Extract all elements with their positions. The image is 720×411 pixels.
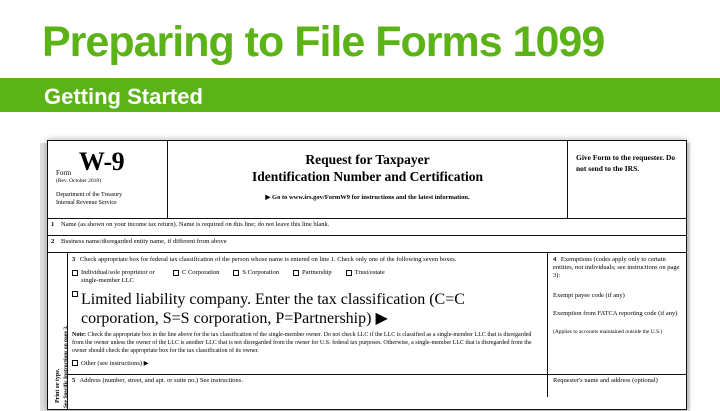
page-title: Preparing to File Forms 1099: [42, 18, 605, 66]
line-4-title: Exemptions (codes apply only to certain entities, not individuals; see instructions on page 3):: [553, 256, 680, 280]
checkbox-icon[interactable]: [72, 291, 78, 297]
w9-give-form-block: [568, 141, 687, 219]
checkbox-label-other: Other (see instructions) ▶: [81, 360, 149, 368]
header-banner: [0, 0, 720, 122]
w9-form-id-block: [48, 141, 168, 219]
give-form-text: Give Form to the requester. Do not send to the IRS.: [576, 153, 676, 173]
w9-line-3-section: [68, 253, 686, 375]
line-3-intro: Check appropriate box for federal tax classification of the person whose name is entered on line 1. Check only one of the following seven boxes.: [79, 256, 457, 263]
form-number-label: W-9: [78, 147, 125, 176]
note-bold-label: Note:: [72, 332, 86, 339]
note-text: Check the appropriate box in the line above for the tax classification of the single-member owner. Do not check LLC if the LLC is classified as a single-member LLC that is disregarded from the owner unless the owner of the LLC is another LLC that is not disregarded from the owner for U.S. federal tax purposes. Otherwise, a single-member LLC that is disregarded from the owner should check the appropriate box for the tax classification of its owner.: [72, 332, 532, 354]
checkbox-icon[interactable]: [346, 270, 352, 276]
checkbox-label-trust-estate: Trust/estate: [354, 269, 385, 277]
line-1-label: Name (as shown on your income tax return). Name is required on this line; do not leave this line blank.: [61, 221, 330, 228]
checkbox-label-llc: Limited liability company. Enter the tax classification (C=C corporation, S=S corporation, P=Partnership) ▶: [81, 290, 465, 327]
requester-label: Requester's name and address (optional): [553, 377, 658, 384]
line-4-number: 4: [553, 256, 557, 263]
line-2-label: Business name/disregarded entity name, if different from above: [61, 238, 227, 245]
checkbox-c-corporation[interactable]: [173, 269, 219, 277]
line-3-note: [72, 332, 541, 355]
w9-line-2-row: [48, 236, 686, 253]
line-5-number: 5: [72, 377, 76, 384]
checkbox-label-individual: Individual/sole proprietor or single-member LLC: [81, 269, 155, 284]
form-revision-label: (Rev. October 2018): [56, 178, 102, 184]
department-label: Department of the Treasury: [56, 192, 123, 198]
vertical-label-print-or-type: Print or type.: [55, 368, 61, 403]
w9-vertical-instructions-bar: [48, 253, 68, 410]
service-label: Internal Revenue Service: [56, 199, 117, 206]
checkbox-icon[interactable]: [72, 360, 78, 366]
form-title-line2: Identification Number and Certification: [251, 168, 484, 184]
w9-line-1-row: [48, 219, 686, 236]
form-title-line1: Request for Taxpayer: [305, 152, 430, 167]
checkbox-icon[interactable]: [173, 270, 179, 276]
checkbox-icon[interactable]: [72, 270, 78, 276]
checkbox-limited-liability-company[interactable]: [72, 290, 527, 328]
checkbox-trust-estate[interactable]: [346, 269, 385, 277]
line-5-left: [68, 375, 548, 397]
w9-form-document: [47, 140, 687, 410]
form-word-label: Form: [56, 169, 72, 177]
page-subtitle: Getting Started: [44, 84, 203, 109]
checkbox-individual-sole-proprietor[interactable]: [72, 269, 159, 285]
checkbox-s-corporation[interactable]: [233, 269, 279, 277]
line-2-number: 2: [51, 238, 55, 245]
fatca-applies-note: (Applies to accounts maintained outside the U.S.): [553, 328, 663, 335]
checkbox-icon[interactable]: [233, 270, 239, 276]
checkbox-partnership[interactable]: [293, 269, 332, 277]
checkbox-label-c-corporation: C Corporation: [182, 269, 220, 277]
fatca-code-label: Exemption from FATCA reporting code (if any): [553, 310, 678, 318]
checkbox-icon[interactable]: [293, 270, 299, 276]
line-4-exemptions: [548, 253, 686, 375]
checkbox-label-s-corporation: S Corporation: [242, 269, 280, 277]
requester-block: [548, 375, 686, 397]
line-3-left: [68, 253, 548, 375]
w9-header: [48, 141, 686, 219]
w9-title-block: [168, 141, 568, 219]
vertical-label-specific-instructions: See Specific Instructions on page 3.: [63, 325, 69, 408]
checkbox-other[interactable]: [72, 359, 541, 367]
line-5-label: Address (number, street, and apt. or suite no.) See instructions.: [79, 377, 243, 384]
w9-line-5-section: [68, 375, 686, 397]
line-3-number: 3: [72, 256, 76, 263]
line-1-number: 1: [51, 221, 55, 228]
exempt-payee-code-label: Exempt payee code (if any): [553, 292, 625, 300]
w9-body-area: [68, 253, 686, 409]
checkbox-label-partnership: Partnership: [302, 269, 332, 277]
form-url-line: ▶ Go to www.irs.gov/FormW9 for instructions and the latest information.: [265, 193, 470, 201]
